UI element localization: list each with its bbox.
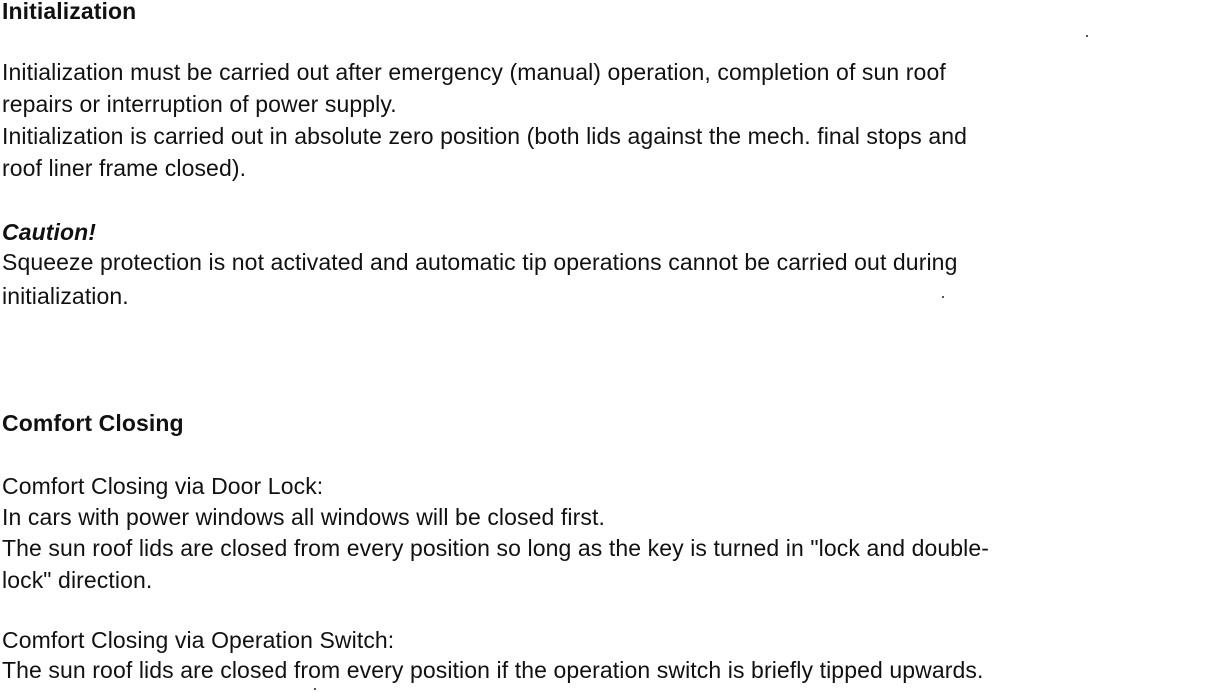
section-heading-initialization: Initialization bbox=[2, 0, 137, 24]
section-heading-comfort-closing: Comfort Closing bbox=[2, 410, 184, 436]
scan-speck bbox=[1086, 35, 1088, 37]
caution-label: Caution! bbox=[2, 219, 97, 245]
scan-speck bbox=[314, 688, 316, 690]
paragraph-line: The sun roof lids are closed from every position so long as the key is turned in "lock and double- bbox=[2, 535, 990, 561]
paragraph-line: roof liner frame closed). bbox=[2, 155, 247, 181]
caution-text-line: initialization. bbox=[2, 283, 129, 309]
subsection-title-door-lock: Comfort Closing via Door Lock: bbox=[2, 473, 324, 499]
paragraph-line: Initialization must be carried out after emergency (manual) operation, completion of sun roof bbox=[2, 59, 946, 85]
scan-speck bbox=[942, 296, 944, 298]
paragraph-line: In cars with power windows all windows will be closed first. bbox=[2, 504, 605, 530]
paragraph-line: Initialization is carried out in absolute zero position (both lids against the mech. final stops and bbox=[2, 123, 968, 149]
paragraph-line: repairs or interruption of power supply. bbox=[2, 91, 397, 117]
paragraph-line: lock" direction. bbox=[2, 567, 153, 593]
paragraph-line: The sun roof lids are closed from every position if the operation switch is briefly tipped upwards. bbox=[2, 657, 984, 683]
caution-text-line: Squeeze protection is not activated and automatic tip operations cannot be carried out during bbox=[2, 249, 958, 275]
subsection-title-operation-switch: Comfort Closing via Operation Switch: bbox=[2, 627, 395, 653]
